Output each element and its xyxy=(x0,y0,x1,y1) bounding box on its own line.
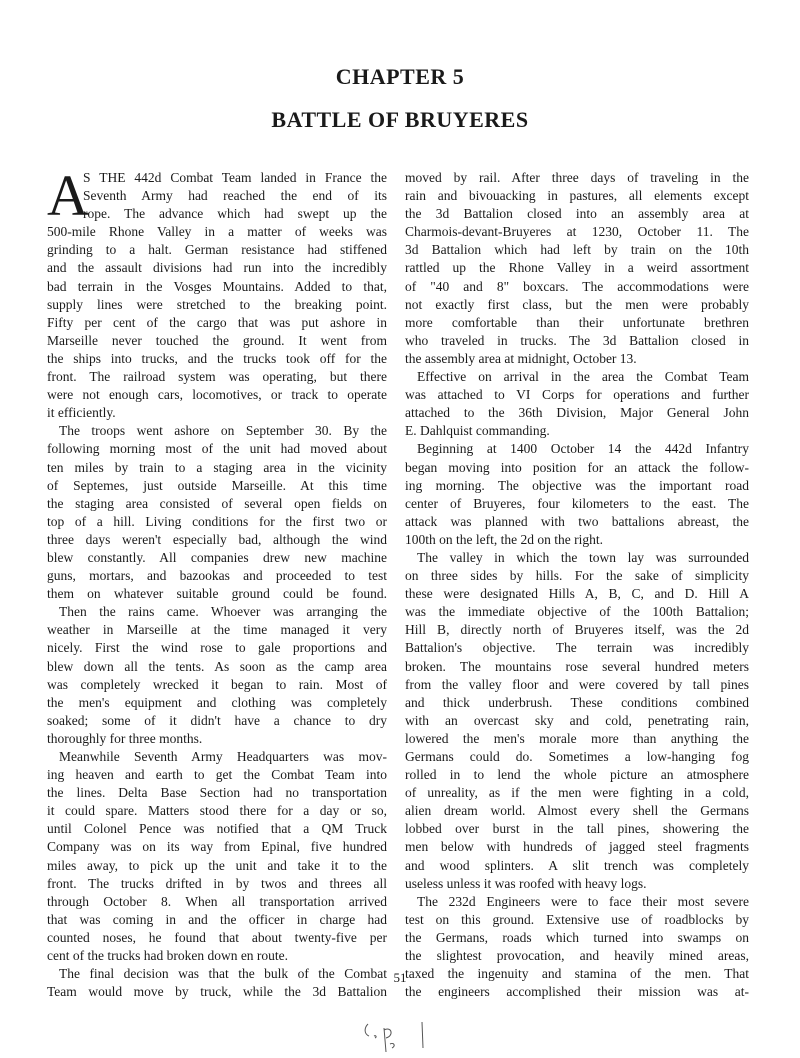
text-line: attached to the 36th Division, Major General John xyxy=(405,405,749,421)
text-line: Battalion's objective. The terrain was incredibly xyxy=(405,640,749,656)
text-line: rattled up the Rhone Valley in a weird assortment xyxy=(405,260,749,276)
text-line: 3d Battalion which had left by train on the 10th xyxy=(405,242,749,258)
text-line: front. The railroad system was operating, but there xyxy=(47,369,387,385)
text-line: and thick underbrush. These conditions combined xyxy=(405,694,749,710)
text-line: who traveled in trucks. The 3d Battalion closed in xyxy=(405,332,749,348)
text-line: broken. The mountains rose several hundred meters xyxy=(405,658,749,674)
text-line: it efficiently. xyxy=(47,405,116,421)
text-line: grinding to a halt. German resistance had stiffened xyxy=(47,242,387,258)
text-line: following morning most of the unit had moved about xyxy=(47,441,387,457)
text-line: The final decision was that the bulk of the Combat xyxy=(59,966,387,982)
text-line: The valley in which the town lay was surrounded xyxy=(417,549,749,565)
text-line: ing morning. The objective was the important road xyxy=(405,477,749,493)
text-line: the ships into trucks, and the trucks took off for the xyxy=(47,350,387,366)
text-line: rolled in to lend the whole picture an atmosphere xyxy=(405,767,749,783)
text-line: soaked; some of it didn't have a chance to dry xyxy=(47,712,387,728)
text-line: the slightest provocation, and heavily mined areas, xyxy=(405,948,749,964)
text-line: cent of the trucks had broken down en route. xyxy=(47,948,289,964)
text-line: 500-mile Rhone Valley in a matter of weeks was xyxy=(47,224,387,240)
drop-cap-letter: A xyxy=(47,163,89,228)
text-line: these were designated Hills A, B, C, and D. Hill A xyxy=(405,586,749,602)
text-line: moved by rail. After three days of traveling in the xyxy=(405,170,749,185)
text-line: that was coming in and the officer in charge had xyxy=(47,911,387,927)
text-line: and the assault divisions had run into the incredibly xyxy=(47,260,387,276)
text-line: lowered the men's morale more than anything the xyxy=(405,730,749,746)
text-line: supply lines were stretched to the breaking point. xyxy=(47,296,387,312)
text-line: was completely wrecked it began to rain. Most of xyxy=(47,676,387,692)
text-line: with an overcast sky and cold, penetrating rain, xyxy=(405,712,749,728)
left-text-column xyxy=(47,169,387,1001)
text-line: ten miles by train to a staging area in the vicinity xyxy=(47,459,387,475)
text-line: front. The trucks drifted in by twos and threes all xyxy=(47,875,387,891)
text-line: three days weren't especially bad, although the wind xyxy=(47,531,387,547)
text-line: the assembly area at midnight, October 13. xyxy=(405,350,637,366)
chapter-number: CHAPTER 5 xyxy=(335,64,465,89)
text-line: Charmois-devant-Bruyeres at 1230, October 11. The xyxy=(405,224,749,240)
text-line: useless unless it was roofed with heavy logs. xyxy=(405,875,647,891)
text-line: were not enough cars, locomotives, or track to operate xyxy=(47,387,387,403)
text-line: Beginning at 1400 October 14 the 442d Infantry xyxy=(417,441,749,457)
text-line: through October 8. When all transportation arrived xyxy=(47,893,387,909)
text-line: The 232d Engineers were to face their most severe xyxy=(417,893,749,909)
text-line: ing heaven and earth to get the Combat Team into xyxy=(47,767,387,783)
text-line: was attached to VI Corps for operations and further xyxy=(405,387,749,403)
text-line: attack was planned with two battalions abreast, the xyxy=(405,513,749,529)
text-line: the Germans, roads which turned into swamps on xyxy=(405,929,749,945)
text-line: more comfortable than their unfortunate brethren xyxy=(405,314,749,330)
text-line: center of Bruyeres, four kilometers to the east. The xyxy=(405,495,749,511)
text-line: the lines. Delta Base Section had no transportation xyxy=(47,785,387,801)
text-line: 100th on the left, the 2d on the right. xyxy=(405,531,603,547)
text-line: the 3d Battalion closed into an assembly area at xyxy=(405,206,749,222)
text-line: Marseille never touched the ground. It went from xyxy=(47,332,387,348)
text-line: E. Dahlquist commanding. xyxy=(405,423,550,439)
text-line: Germans could do. Sometimes a low-hanging fog xyxy=(405,749,749,764)
text-line: counted noses, he found that about twenty-five per xyxy=(47,929,387,945)
text-line: test on this ground. Extensive use of roadblocks by xyxy=(405,911,749,927)
handwritten-mark xyxy=(360,1018,430,1054)
text-line: the staging area consisted of several open fields on xyxy=(47,495,387,511)
text-line: rope. The advance which had swept up the xyxy=(83,206,387,222)
right-text-column xyxy=(405,169,749,1001)
text-line: Then the rains came. Whoever was arranging the xyxy=(59,604,387,620)
text-line: lobbed over burst in the tall pines, showering the xyxy=(405,821,749,837)
text-line: it could spare. Matters stood there for a day or so, xyxy=(47,803,387,819)
text-line: began moving into position for an attack the follow- xyxy=(405,459,749,475)
text-line: nicely. First the wind rose to gale proportions and xyxy=(47,640,387,656)
text-line: of Septemes, just outside Marseille. At this time xyxy=(47,477,387,493)
text-line: the men's equipment and clothing was completely xyxy=(47,694,387,710)
text-line: was the immediate objective of the 100th Battalion; xyxy=(405,604,749,620)
text-line: rain and bivouacking in pastures, all elements except xyxy=(405,188,749,204)
text-line: from the valley floor and were covered by tall pines xyxy=(405,676,749,692)
text-line: guns, mortars, and bazookas and proceeded to test xyxy=(47,568,387,584)
text-line: and wood splinters. A slit trench was completely xyxy=(405,857,749,873)
text-line: Fifty per cent of the cargo that was put ashore in xyxy=(47,314,387,330)
text-line: the engineers accomplished their mission was at- xyxy=(405,984,749,1000)
text-line: blew down all the tents. As soon as the camp area xyxy=(47,658,387,674)
text-line: bad terrain in the Vosges Mountains. Added to that, xyxy=(47,278,387,294)
text-line: until Colonel Pence was notified that a QM Truck xyxy=(47,821,387,837)
text-line: of unreality, as if the men were fighting in a cold, xyxy=(405,785,749,801)
text-line: blew constantly. All companies drew new machine xyxy=(47,549,387,565)
text-line: Meanwhile Seventh Army Headquarters was mov- xyxy=(59,749,387,764)
text-line: Hill B, directly north of Bruyeres itself, was the 2d xyxy=(405,622,749,638)
text-line: weather in Marseille at the time managed it very xyxy=(47,622,387,638)
text-line: S THE 442d Combat Team landed in France the xyxy=(83,170,387,185)
text-line: miles away, to pick up the unit and take it to the xyxy=(47,857,387,873)
text-line: The troops went ashore on September 30. By the xyxy=(59,423,387,439)
page-number: 51 xyxy=(393,970,407,985)
text-line: Company was on its way from Epinal, five hundred xyxy=(47,839,387,855)
text-line: Team would move by truck, while the 3d Battalion xyxy=(47,984,387,1000)
text-line: top of a hill. Living conditions for the first two or xyxy=(47,513,387,529)
text-line: thoroughly for three months. xyxy=(47,730,203,746)
chapter-title: BATTLE OF BRUYERES xyxy=(271,107,529,132)
text-line: taxed the ingenuity and stamina of the men. That xyxy=(405,966,749,982)
text-line: Effective on arrival in the area the Combat Team xyxy=(417,369,749,385)
text-line: not exactly first class, but the men were probably xyxy=(405,296,749,312)
text-line: men below with hundreds of jagged steel fragments xyxy=(405,839,749,855)
text-line: alien dream world. Almost every shell the Germans xyxy=(405,803,749,819)
text-line: of "40 and 8" boxcars. The accommodations were xyxy=(405,278,749,294)
text-line: them on whatever suitable ground could be found. xyxy=(47,586,387,602)
text-line: on three sides by hills. For the sake of simplicity xyxy=(405,568,749,584)
text-line: Seventh Army had reached the end of its xyxy=(83,188,387,204)
